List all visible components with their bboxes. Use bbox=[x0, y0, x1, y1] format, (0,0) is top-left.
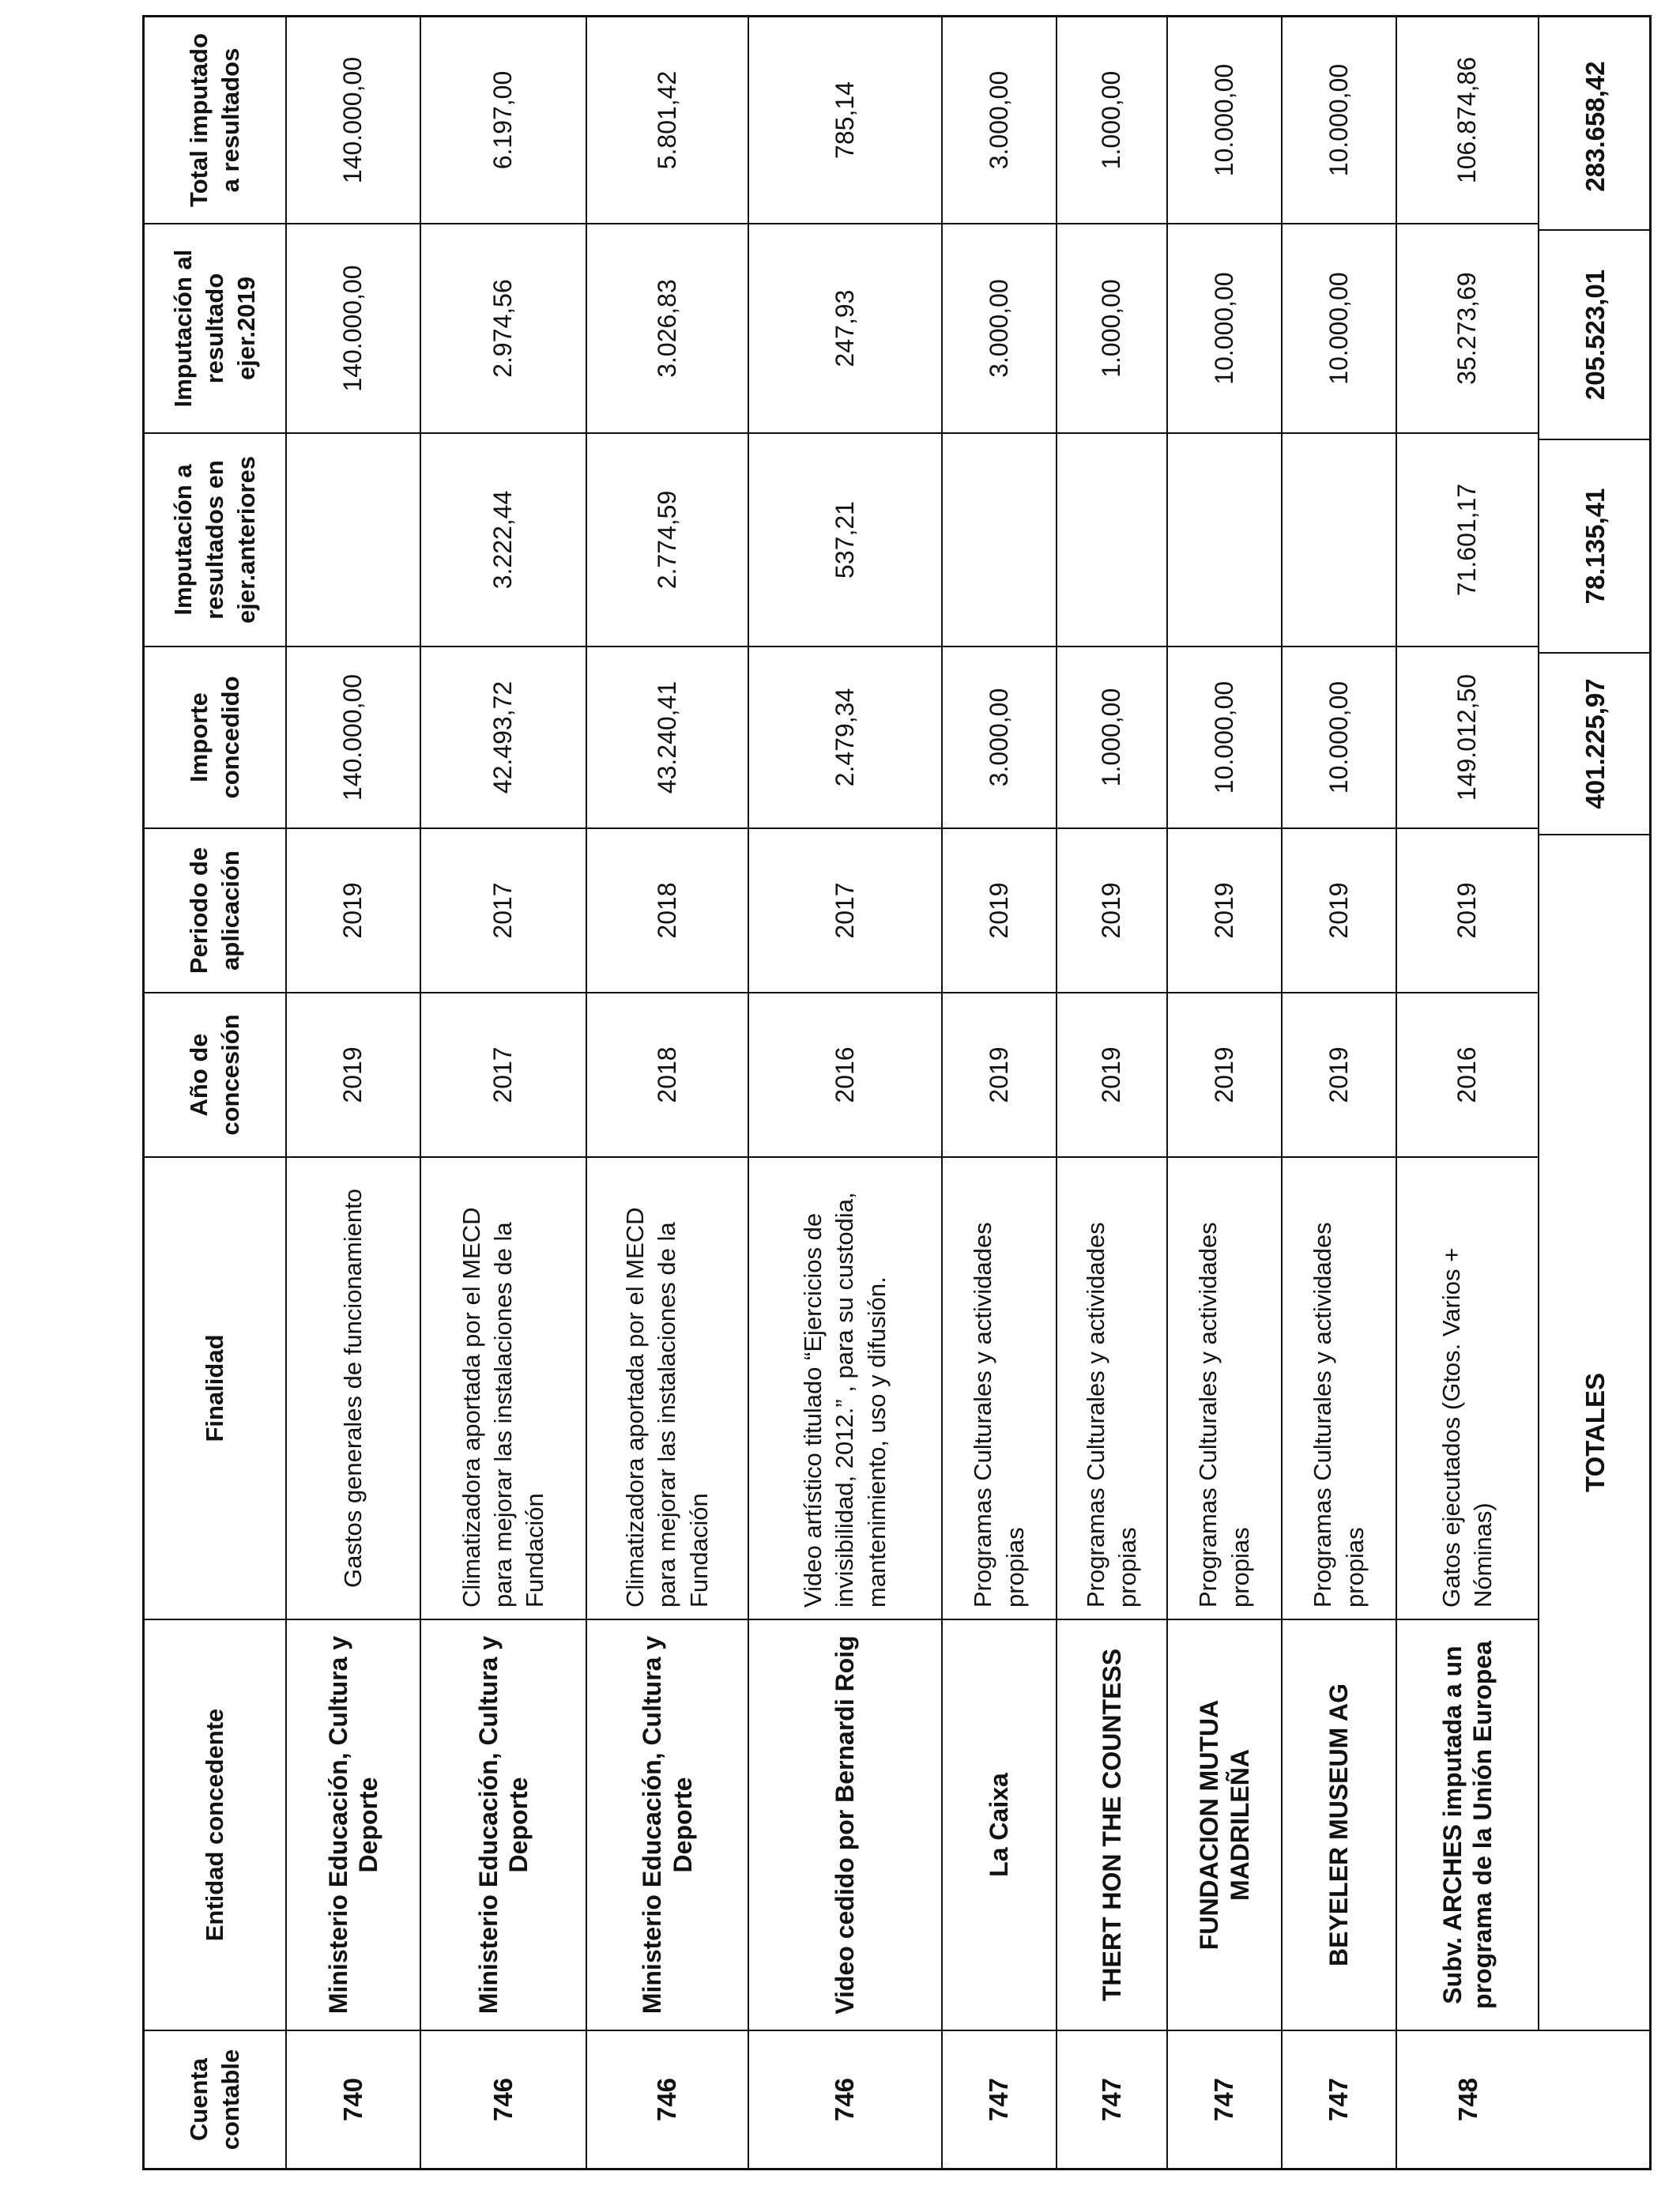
cell-entidad: La Caixa bbox=[943, 1619, 1057, 2030]
table-row bbox=[749, 17, 943, 2168]
table-row bbox=[587, 17, 749, 2168]
totals-blank bbox=[1539, 2030, 1652, 2168]
cell-finalidad: Climatizadora aportada por el MECD para mejorar las instalaciones de la Fundación bbox=[587, 1156, 749, 1619]
cell-imp-anteriores: 3.222,44 bbox=[421, 432, 587, 646]
cell-finalidad: Climatizadora aportada por el MECD para mejorar las instalaciones de la Fundación bbox=[421, 1156, 587, 1619]
cell-importe: 149.012,50 bbox=[1397, 646, 1539, 827]
cell-imp-2019: 3.026,83 bbox=[587, 223, 749, 432]
cell-total: 140.000,00 bbox=[287, 17, 421, 223]
cell-imp-anteriores bbox=[1283, 432, 1397, 646]
cell-importe: 10.000,00 bbox=[1283, 646, 1397, 827]
cell-total: 106.874,86 bbox=[1397, 17, 1539, 223]
cell-anio: 2016 bbox=[1397, 992, 1539, 1156]
cell-cuenta: 748 bbox=[1397, 2030, 1539, 2168]
cell-entidad: Subv. ARCHES imputada a un programa de la Unión Europea bbox=[1397, 1619, 1539, 2030]
cell-importe: 3.000,00 bbox=[943, 646, 1057, 827]
cell-imp-2019: 140.000,00 bbox=[287, 223, 421, 432]
cell-importe: 10.000,00 bbox=[1168, 646, 1283, 827]
cell-entidad: Ministerio Educación, Cultura y Deporte bbox=[587, 1619, 749, 2030]
header-entidad: Entidad concedente bbox=[145, 1619, 287, 2030]
cell-cuenta: 746 bbox=[421, 2030, 587, 2168]
header-periodo: Periodo de aplicación bbox=[145, 827, 287, 992]
table-row bbox=[1397, 17, 1539, 2168]
cell-total: 6.197,00 bbox=[421, 17, 587, 223]
table-row bbox=[421, 17, 587, 2168]
totals-importe: 401.225,97 bbox=[1539, 652, 1652, 834]
totals-imp-2019: 205.523,01 bbox=[1539, 229, 1652, 439]
header-finalidad: Finalidad bbox=[145, 1156, 287, 1619]
cell-cuenta: 747 bbox=[1168, 2030, 1283, 2168]
cell-periodo: 2017 bbox=[421, 827, 587, 992]
subsidies-table bbox=[142, 15, 1652, 2170]
cell-cuenta: 747 bbox=[1283, 2030, 1397, 2168]
cell-finalidad: Programas Culturales y actividades propias bbox=[1283, 1156, 1397, 1619]
cell-imp-2019: 247,93 bbox=[749, 223, 943, 432]
cell-total: 5.801,42 bbox=[587, 17, 749, 223]
cell-entidad: BEYELER MUSEUM AG bbox=[1283, 1619, 1397, 2030]
cell-imp-2019: 1.000,00 bbox=[1057, 223, 1168, 432]
cell-periodo: 2019 bbox=[1283, 827, 1397, 992]
cell-finalidad: Programas Culturales y actividades propias bbox=[943, 1156, 1057, 1619]
header-anio: Año de concesión bbox=[145, 992, 287, 1156]
cell-cuenta: 747 bbox=[1057, 2030, 1168, 2168]
cell-periodo: 2017 bbox=[749, 827, 943, 992]
header-imp-anteriores: Imputación a resultados en ejer.anteriores bbox=[145, 432, 287, 646]
header-importe: Importe concedido bbox=[145, 646, 287, 827]
cell-periodo: 2019 bbox=[1397, 827, 1539, 992]
cell-imp-anteriores: 2.774,59 bbox=[587, 432, 749, 646]
header-total: Total imputado a resultados bbox=[145, 17, 287, 223]
cell-anio: 2019 bbox=[943, 992, 1057, 1156]
cell-entidad: FUNDACION MUTUA MADRILEÑA bbox=[1168, 1619, 1283, 2030]
cell-anio: 2018 bbox=[587, 992, 749, 1156]
cell-total: 10.000,00 bbox=[1168, 17, 1283, 223]
cell-total: 10.000,00 bbox=[1283, 17, 1397, 223]
cell-anio: 2019 bbox=[1057, 992, 1168, 1156]
cell-entidad: Video cedido por Bernardi Roig bbox=[749, 1619, 943, 2030]
cell-cuenta: 740 bbox=[287, 2030, 421, 2168]
totals-label: TOTALES bbox=[1539, 834, 1652, 2030]
cell-anio: 2019 bbox=[1283, 992, 1397, 1156]
cell-anio: 2017 bbox=[421, 992, 587, 1156]
cell-cuenta: 747 bbox=[943, 2030, 1057, 2168]
cell-imp-2019: 10.000,00 bbox=[1168, 223, 1283, 432]
cell-finalidad: Video artístico titulado “Ejercicios de invisibilidad, 2012.” , para su custodia, mantenimiento, uso y difusión. bbox=[749, 1156, 943, 1619]
cell-imp-2019: 10.000,00 bbox=[1283, 223, 1397, 432]
cell-imp-2019: 35.273,69 bbox=[1397, 223, 1539, 432]
cell-periodo: 2018 bbox=[587, 827, 749, 992]
header-cuenta: Cuenta contable bbox=[145, 2030, 287, 2168]
cell-total: 3.000,00 bbox=[943, 17, 1057, 223]
cell-finalidad: Programas Culturales y actividades propias bbox=[1168, 1156, 1283, 1619]
cell-periodo: 2019 bbox=[943, 827, 1057, 992]
cell-imp-anteriores bbox=[943, 432, 1057, 646]
totals-row bbox=[1539, 17, 1652, 2168]
cell-importe: 1.000,00 bbox=[1057, 646, 1168, 827]
cell-imp-anteriores: 537,21 bbox=[749, 432, 943, 646]
cell-finalidad: Programas Culturales y actividades propias bbox=[1057, 1156, 1168, 1619]
cell-importe: 42.493,72 bbox=[421, 646, 587, 827]
cell-imp-2019: 2.974,56 bbox=[421, 223, 587, 432]
cell-anio: 2019 bbox=[1168, 992, 1283, 1156]
totals-imp-anteriores: 78.135,41 bbox=[1539, 439, 1652, 652]
cell-imp-anteriores bbox=[287, 432, 421, 646]
cell-cuenta: 746 bbox=[749, 2030, 943, 2168]
table-row bbox=[1057, 17, 1168, 2168]
table-row bbox=[1168, 17, 1283, 2168]
cell-entidad: THERT HON THE COUNTESS bbox=[1057, 1619, 1168, 2030]
cell-entidad: Ministerio Educación, Cultura y Deporte bbox=[421, 1619, 587, 2030]
table-row bbox=[1283, 17, 1397, 2168]
totals-total: 283.658,42 bbox=[1580, 61, 1610, 192]
cell-anio: 2019 bbox=[287, 992, 421, 1156]
cell-periodo: 2019 bbox=[1168, 827, 1283, 992]
cell-imp-2019: 3.000,00 bbox=[943, 223, 1057, 432]
cell-imp-anteriores: 71.601,17 bbox=[1397, 432, 1539, 646]
cell-total: 785,14 bbox=[749, 17, 943, 223]
table-row bbox=[943, 17, 1057, 2168]
header-imp-2019: Imputación al resultado ejer.2019 bbox=[145, 223, 287, 432]
cell-anio: 2016 bbox=[749, 992, 943, 1156]
cell-finalidad: Gastos generales de funcionamiento bbox=[287, 1156, 421, 1619]
cell-periodo: 2019 bbox=[287, 827, 421, 992]
table-row bbox=[287, 17, 421, 2168]
cell-importe: 43.240,41 bbox=[587, 646, 749, 827]
cell-entidad: Ministerio Educación, Cultura y Deporte bbox=[287, 1619, 421, 2030]
cell-imp-anteriores bbox=[1168, 432, 1283, 646]
table-header-row bbox=[145, 17, 287, 2168]
cell-cuenta: 746 bbox=[587, 2030, 749, 2168]
cell-imp-anteriores bbox=[1057, 432, 1168, 646]
cell-finalidad: Gatos ejecutados (Gtos. Varios + Nóminas) bbox=[1397, 1156, 1539, 1619]
cell-total: 1.000,00 bbox=[1057, 17, 1168, 223]
cell-periodo: 2019 bbox=[1057, 827, 1168, 992]
cell-importe: 140.000,00 bbox=[287, 646, 421, 827]
cell-importe: 2.479,34 bbox=[749, 646, 943, 827]
